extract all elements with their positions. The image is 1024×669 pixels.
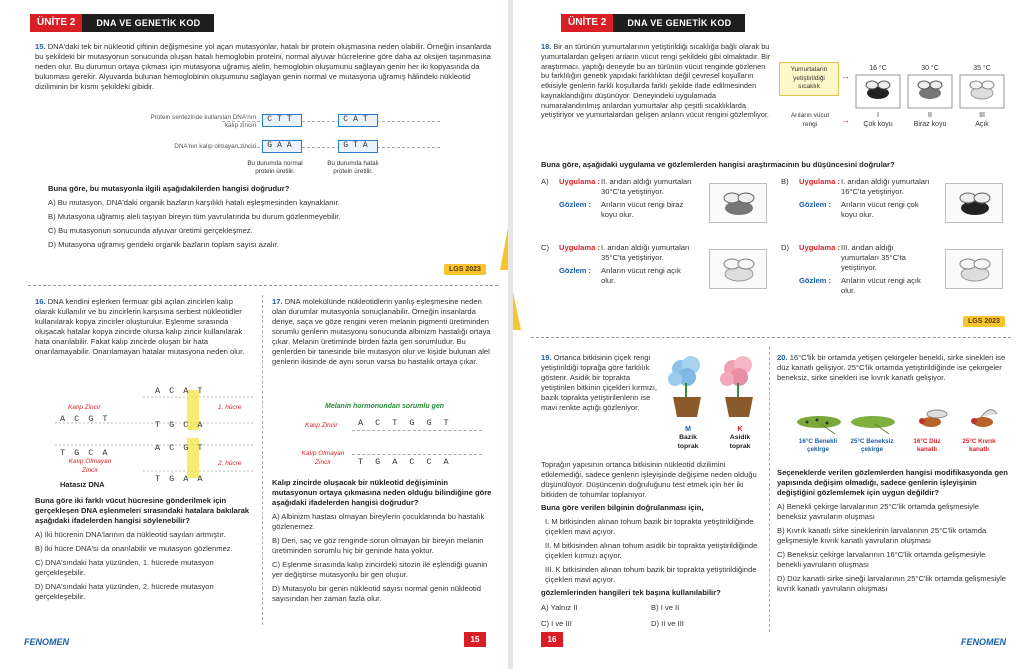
unit-title: DNA VE GENETİK KOD — [82, 14, 214, 32]
mid-strand-2: TGCA — [155, 420, 212, 430]
question-stem-1: Buna göre verilen bilginin doğrulanması için, — [541, 503, 704, 513]
option-d[interactable]: D) II ve III — [651, 619, 684, 629]
normal-top-strand: CTT — [262, 114, 302, 127]
normal-caption: Bu durumda normal protein üretilir. — [247, 160, 303, 176]
melanin-top-strand: ACTGGT — [358, 418, 461, 428]
blue-flower-icon — [668, 356, 701, 417]
option-a[interactable]: A) Yalnız II — [541, 603, 578, 613]
mutant-bottom-strand: GTA — [338, 140, 378, 153]
q19-body — [541, 460, 765, 629]
option-a-bee-image — [709, 183, 767, 223]
question-stem: Kalıp zincirde oluşacak bir nükleotid değişiminin mutasyonun ortaya çıkmasına neden olduğu bilindiğine göre aşağıdaki ifadelerden hangisi doğrudur? — [272, 478, 492, 508]
temp-35: 35 °C — [973, 65, 991, 72]
question-stem: Buna göre, bu mutasyonla ilgili aşağıdakilerden hangisi doğrudur? — [48, 184, 290, 193]
bee-num-1: I — [877, 112, 879, 119]
right-page — [513, 0, 1024, 669]
option-c[interactable]: C) I ve III — [541, 619, 572, 629]
question-text-2: Toprağın yapısının ortanca bitkisinin nükleotid dizilimini etkilemediği, sadece genlerin işleyişinde değişime neden olduğu düşünülüyor. Düşüncenin doğruluğunu test etmek için her iki bitkiden de tohumlar toplanıyor. — [541, 460, 757, 500]
gene-title: Melanin hormonundan sorumlu gen — [325, 403, 444, 410]
bot-strand-2: ACGT — [155, 443, 212, 453]
question-20 — [777, 353, 1011, 383]
q16-answers — [35, 496, 255, 602]
mutant-top-strand: CAT — [338, 114, 378, 127]
statement-1: I. M bitkisinden alınan tohum bazik bir toprakta yetiştirildiğinde çiçekleri mavi açıyor. — [545, 517, 754, 537]
option-a[interactable]: A) Uygulama : II. arıdan aldığı yumurtaları 30°C'ta yetiştiriyor. Gözlem : Arıların vücut rengi biraz koyu olur. — [541, 177, 692, 220]
option-c[interactable]: C) Eşlenme sırasında kalıp zincirdeki sitozin ile eşlendiği guanin yer değiştirse mutasyonlu bir gen oluşur. — [272, 560, 488, 580]
spotted-grasshopper-icon — [797, 416, 841, 434]
question-text: DNA kendini eşlerken fermuar gibi açılan zincirleri kalıp olarak kullanılır ve bu zincirlerin karşısına serbest nükleotidler kullanılarak kopya zincirler oluşturulur. Eşlenme sırasında oluşacak hatalar kopya zincirde olursa kalıp zincir kullanılarak hata onarılabilir. Fakat kalıp zincirde oluşan bir hata onarılamayabilir. Onarılamayan hatalar mutasyona neden olur. — [35, 297, 245, 357]
option-d[interactable]: D) Mutasyolu bir genin nükleotid sayısı normal genin nükleotid sayısından her zaman fazla olur. — [272, 584, 481, 604]
brand-logo: FENOMEN — [961, 637, 1007, 648]
question-text: Bir arı türünün yumurtalarının yetiştirildiği sıcaklığa bağlı olarak bu yumurtalardan gelişen arıların vücut rengi şekildeki gibi olmaktadır. Bir araştırmacı, yaptığı deneyde bu arı türünün vücut renginde gözlenen bu farklılığın genetik yapıdaki farklılıktan değil çevresel koşulların etkisiyle genlerin farklı koşullarda farklı şekilde ifade edilmesinden kaynaklandığını düşünüyor. Deneyindeki uygulamada numaralandırılmış arılardan yumurtalar alıp çeşitli sıcaklıklarda yetiştiriyor ve yumurtalardan gelişen arıların vücut rengini gözlemliyor. — [541, 42, 771, 120]
non-template-strand-label: DNA'nın kalıp olmayan zinciri — [174, 143, 256, 150]
question-text: DNA'daki tek bir nükleotid çiftinin değişmesine yol açan mutasyonlar, hatalı bir protein oluşmasına neden olabilir. Örneğin insanlarda bu şekildeki bir mutasyonun sonucunda oluşan hatalı hemoglobin proteini, normal alyuvar hücrelerine göre daha az oksijen taşınmasına neden olur. Bu durumun ortaya çıkması için mutasyona uğramış alelin, hemoglobin oluşumunu sağlayan genin her iki kopyasında da bulunması gerekir. Alyuvarda bulunan hemoglobinin oluşumunu sağlayan genin normal ve mutasyona uğramış hâlindeki nükleotid diziliminin bir kısmı şekildeki gibidir. — [35, 42, 492, 92]
question-number: 20. — [777, 353, 788, 362]
option-a[interactable]: A) İki hücrenin DNA'larının da nükleotid sayıları artmıştır. — [35, 530, 226, 540]
acidic-soil-label: Asidik toprak — [729, 434, 751, 450]
option-d[interactable]: D) Düz kanatlı sirke sineği larvalarının 25°C'lik ortamda gelişmesiyle kıvrık kanatlı yavruların oluşması — [777, 574, 1007, 594]
question-15 — [35, 42, 497, 92]
template-strand-label: Protein sentezinde kullanılan DNA'nın kalıp zinciri — [150, 114, 256, 130]
hydrangea-pots — [663, 355, 763, 423]
unit-header — [561, 14, 745, 32]
question-number: 19. — [541, 353, 552, 362]
option-d-bee-image — [945, 249, 1003, 289]
question-number: 15. — [35, 42, 46, 51]
template-label: Kalıp Zincir — [68, 404, 101, 411]
mutant-caption: Bu durumda hatalı protein üretilir. — [327, 160, 379, 176]
body-color-label: Arıların vücut rengi — [790, 112, 830, 128]
left-page — [0, 0, 508, 669]
question-stem: Buna göre, aşağıdaki uygulama ve gözlemlerden hangisi araştırmacının bu düşüncesini doğrular? — [541, 160, 895, 169]
unit-title: DNA VE GENETİK KOD — [613, 14, 745, 32]
option-b[interactable]: B) I ve II — [651, 603, 680, 613]
brand-logo: FENOMEN — [24, 637, 70, 648]
light-bee-icon — [970, 81, 994, 99]
temp-30: 30 °C — [921, 65, 939, 72]
question-stem: Seçeneklerde verilen gözlemlerden hangisi modifikasyonda gen yapısında değişim olmadığı, sadece genlerin işleyişinin değiştiğini gözlemlemek için uygun değildir? — [777, 468, 1008, 498]
label-curly-wing: 25°C Kıvrık kanatlı — [962, 438, 996, 454]
statement-3: III. K bitkisinden alınan tohum bazik bir toprakta yetiştirildiğinde çiçekleri mavi açıyor. — [545, 565, 757, 585]
plain-grasshopper-icon — [851, 416, 895, 434]
label-straight-wing: 16°C Düz kanatlı — [913, 438, 941, 454]
top-strand: ACAT — [155, 386, 212, 396]
option-d[interactable]: D) Mutasyona uğramış gendeki organik bazların toplam sayısı azalır. — [48, 240, 279, 250]
option-d[interactable]: D) DNA'sındaki hata yüzünden, 2. hücrede mutasyon gerçekleşebilir. — [35, 582, 214, 602]
question-19 — [541, 353, 663, 413]
mid-strand-1: ACGT — [60, 414, 117, 424]
option-b[interactable]: B) İki hücre DNA'sı da onarılabilir ve mutasyon gözlenmez. — [35, 544, 233, 554]
arrow-right-icon: → — [841, 115, 850, 125]
option-c[interactable]: C) Bu mutasyonun sonucunda alyuvar üretimi gerçekleşmez. — [48, 226, 253, 236]
lgs-badge: LGS 2023 — [963, 316, 1005, 327]
question-16 — [35, 297, 255, 357]
question-number: 16. — [35, 297, 46, 306]
basic-soil-label: Bazik toprak — [677, 434, 699, 450]
arrow-right-icon: → — [841, 71, 850, 81]
color-slightly-dark: Biraz koyu — [913, 121, 947, 128]
q15-answers — [48, 184, 498, 250]
unit-badge: ÜNİTE 2 — [561, 14, 613, 32]
cell-2-label: 2. hücre — [218, 460, 242, 467]
q17-answers — [272, 478, 494, 604]
medium-bee-icon — [918, 81, 942, 99]
bee-num-3: III — [979, 112, 985, 119]
color-light: Açık — [975, 121, 989, 128]
dark-bee-icon — [866, 81, 890, 99]
option-c[interactable]: C) DNA'sındaki hata yüzünden, 1. hücrede mutasyon gerçekleşebilir. — [35, 558, 214, 578]
curly-wing-fly-icon — [971, 410, 997, 427]
question-text: Ortanca bitkisinin çiçek rengi yetiştirildiği toprağa göre farklılık gösterir. Asidik bir toprakta yetiştirilen bitkinin çiçekleri kırmızı, bazik toprakta yetiştirilenlerin ise mavi renkte açtığı gözleniyor. — [541, 353, 658, 413]
lgs-badge: LGS 2023 — [444, 264, 486, 275]
option-b[interactable]: B) Uygulama : I. arıdan aldığı yumurtaları 16°C'ta yetiştiriyor. Gözlem : Arıların vücut rengi çok koyu olur. — [781, 177, 930, 220]
color-very-dark: Çok koyu — [863, 121, 893, 128]
option-a[interactable]: A) Benekli çekirge larvalarının 25°C'lik ortamda gelişmesiyle beneksiz yavruların oluşması — [777, 502, 980, 522]
question-text: 16°C'lik bir ortamda yetişen çekirgeler benekli, sirke sinekleri ise düz kanatlı gelişiyor. 25°C'lik ortamda yetiştirildiğinde ise çekirgeler beneksiz, sirke sinekleri ise kıvrık kanatlı gelişiyor. — [777, 353, 1006, 383]
temperature-label: Yumurtaların yetiştirildiği sıcaklık — [779, 62, 839, 96]
question-stem: Buna göre iki farklı vücut hücresine gönderilmek için gerçekleşen DNA eşlenmeleri sırasındaki hatalara bakılarak aşağıdaki ifadelerden hangisi söylenebilir? — [35, 496, 250, 526]
question-18 — [541, 42, 773, 120]
cell-1-label: 1. hücre — [218, 404, 242, 411]
page-number: 15 — [464, 632, 486, 647]
melanin-bottom-strand: TGACCA — [358, 457, 461, 467]
plant-k-label: K — [737, 426, 743, 433]
statement-2: II. M bitkisinden alınan tohum asidik bir toprakta yetiştirildiğinde çiçekleri kırmızı açıyor. — [545, 541, 758, 561]
question-number: 18. — [541, 42, 552, 51]
temp-16: 16 °C — [869, 65, 887, 72]
non-template-label: Kalıp Olmayan Zincir — [301, 450, 345, 466]
normal-bottom-strand: GAA — [262, 140, 302, 153]
option-d[interactable]: D) Uygulama : III. arıdan aldığı yumurtaları 35°C'ta yetiştiriyor. Gözlem : Arıların vücut rengi açık olur. — [781, 243, 921, 296]
page-number: 16 — [541, 632, 563, 647]
label-spotted-grasshopper: 16°C Benekli çekirge — [798, 438, 838, 454]
option-b[interactable]: B) Mutasyona uğramış aleli taşıyan bireyin tüm yavrularında bu durum gözlenmeyebilir. — [48, 212, 341, 222]
option-a[interactable]: A) Bu mutasyon, DNA'daki organik bazların karşılıklı hatalı eşleşmesinden kaynaklanır. — [48, 198, 340, 208]
q20-answers — [777, 468, 1011, 594]
option-b-bee-image — [945, 183, 1003, 223]
bee-num-2: II — [928, 112, 932, 119]
plant-m-label: M — [685, 426, 691, 433]
option-a[interactable]: A) Albinizm hastası olmayan bireylerin çocuklarında bu hastalık gözlenemez. — [272, 512, 485, 532]
corner-decoration — [513, 292, 521, 330]
option-b[interactable]: B) Deri, saç ve göz renginde sorun olmayan bir bireyin melanin üretiminden sorumlu hiç bir geninde hata yoktur. — [272, 536, 484, 556]
error-free-dna-label: Hatasız DNA — [60, 480, 105, 489]
question-text: DNA molekülünde nükleotidlerin yanlış eşleşmesine neden olan durumlar mutasyonla sonuçlanabilir. Örneğin insanlarda deriye, saça ve göze rengini veren melanin pigmenti üretiminden sorumlu genlerin mutasyonu sonucunda albinizm hastalığı ortaya çıkar. Melanin üretiminde birden fazla gen sorumludur. Bu genlerden bir tanesinde bile mutasyon olur ve kişide bulunan alel genlerin ikisinde de aynı sorun varsa bu hastalık ortaya çıkar. — [272, 297, 491, 367]
option-c[interactable]: C) Beneksiz çekirge larvalarının 16°C'lik ortamda gelişmesiyle benekli yavruların oluşması — [777, 550, 986, 570]
option-c-bee-image — [709, 249, 767, 289]
non-template-label: Kalıp Olmayan Zincir — [68, 458, 112, 474]
bee-row — [855, 74, 1005, 110]
bot-strand-1: TGCA — [60, 448, 117, 458]
pink-flower-icon — [720, 356, 753, 417]
insect-row — [791, 400, 1011, 438]
template-label: Kalıp Zincir — [305, 422, 338, 429]
question-number: 17. — [272, 297, 283, 306]
corner-decoration — [500, 228, 508, 270]
question-stem-2: gözlemlerinden hangileri tek başına kullanılabilir? — [541, 588, 721, 598]
straight-wing-fly-icon — [919, 410, 947, 427]
option-b[interactable]: B) Kıvrık kanatlı sirke sineklerinin larvalarının 25°C'lik ortamda gelişmesiyle kıvrık kanatlı yavruların oluşması — [777, 526, 987, 546]
unit-badge: ÜNİTE 2 — [30, 14, 82, 32]
bot-strand-3: TGAA — [155, 474, 212, 484]
label-plain-grasshopper: 25°C Beneksiz çekirge — [850, 438, 894, 454]
question-17 — [272, 297, 494, 367]
option-c[interactable]: C) Uygulama : I. arıdan aldığı yumurtaları 35°C'ta yetiştiriyor. Gözlem : Arıların vücut rengi açık olur. — [541, 243, 690, 286]
unit-header — [30, 14, 214, 32]
